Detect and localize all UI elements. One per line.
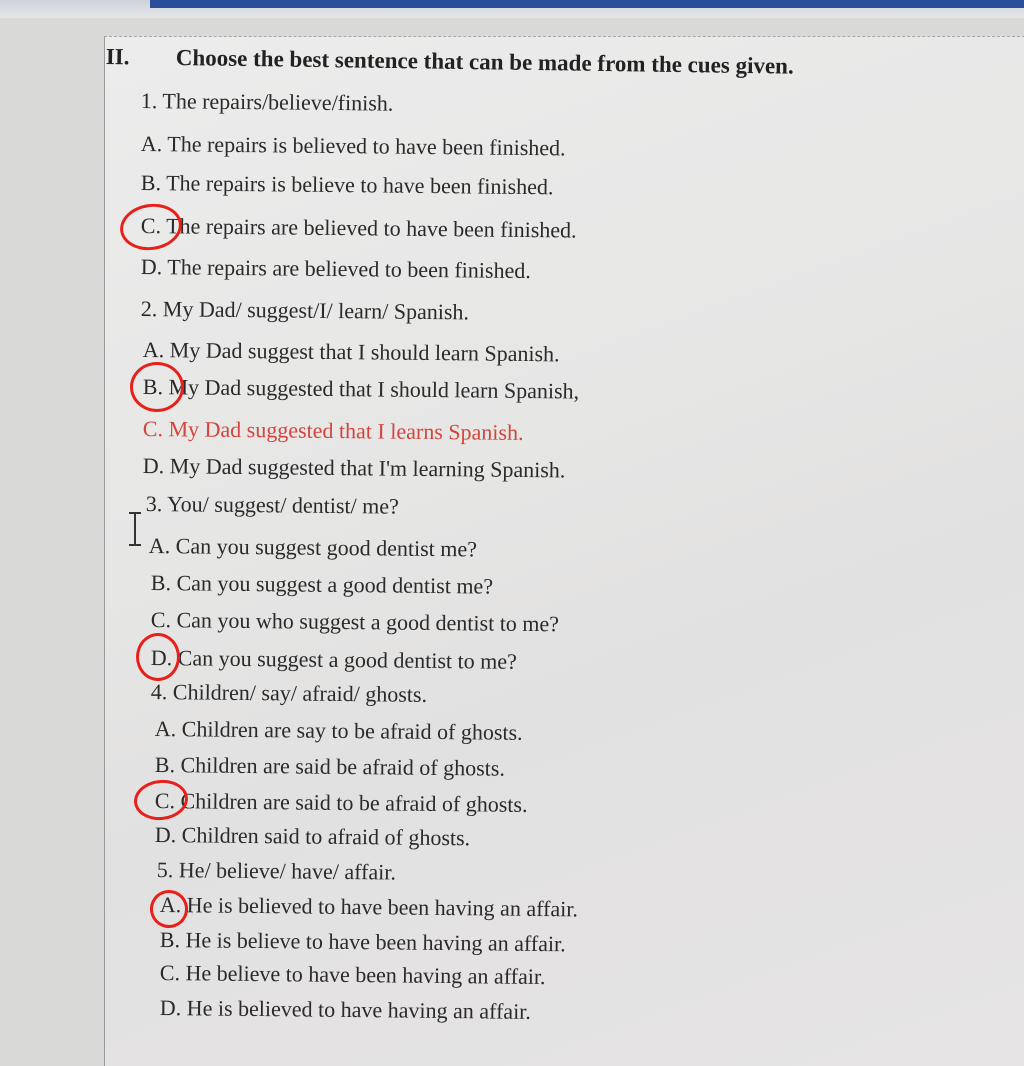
question-3-option-d: D. Can you suggest a good dentist to me? [150, 645, 517, 674]
question-4-prompt: 4. Children/ say/ afraid/ ghosts. [150, 679, 428, 707]
question-5-prompt: 5. He/ believe/ have/ affair. [156, 857, 397, 885]
question-3-prompt: 3. You/ suggest/ dentist/ me? [145, 491, 400, 519]
question-3-option-b: B. Can you suggest a good dentist me? [150, 570, 494, 599]
question-3-option-c: C. Can you who suggest a good dentist to me? [150, 607, 560, 637]
question-5-option-d: D. He is believed to have having an affair. [159, 995, 532, 1024]
answer-circle-q2 [130, 362, 184, 412]
question-1-option-d: D. The repairs are believed to been finished. [140, 254, 531, 284]
question-5-option-b: B. He is believe to have been having an affair. [159, 927, 566, 957]
question-2-option-a: A. My Dad suggest that I should learn Spanish. [142, 337, 560, 367]
question-4-option-c: C. Children are said to be afraid of ghosts. [154, 788, 528, 817]
question-2-option-b: B. My Dad suggested that I should learn Spanish, [142, 374, 580, 404]
section-number: II. [105, 44, 130, 70]
question-5-option-c: C. He believe to have been having an affair. [159, 960, 546, 990]
text-cursor-icon [128, 512, 142, 546]
question-4-option-b: B. Children are said be afraid of ghosts. [154, 752, 506, 781]
question-1-option-c: C. The repairs are believed to have been finished. [140, 213, 577, 243]
question-5-option-a: A. He is believed to have been having an affair. [159, 892, 579, 922]
question-3-option-a: A. Can you suggest good dentist me? [148, 533, 478, 562]
question-4-option-a: A. Children are say to be afraid of ghosts. [154, 716, 523, 745]
section-instruction: Choose the best sentence that can be made from the cues given. [175, 44, 794, 79]
question-2-prompt: 2. My Dad/ suggest/I/ learn/ Spanish. [140, 296, 470, 325]
window-top-bar [0, 0, 1024, 18]
question-2-option-d: D. My Dad suggested that I'm learning Spanish. [142, 453, 566, 483]
question-4-option-d: D. Children said to afraid of ghosts. [154, 822, 471, 851]
question-1-option-a: A. The repairs is believed to have been finished. [140, 131, 566, 161]
question-1-option-b: B. The repairs is believe to have been finished. [140, 170, 554, 200]
question-2-option-c: C. My Dad suggested that I learns Spanish. [142, 416, 524, 445]
question-1-prompt: 1. The repairs/believe/finish. [140, 88, 394, 116]
answer-circle-q3 [136, 633, 180, 681]
